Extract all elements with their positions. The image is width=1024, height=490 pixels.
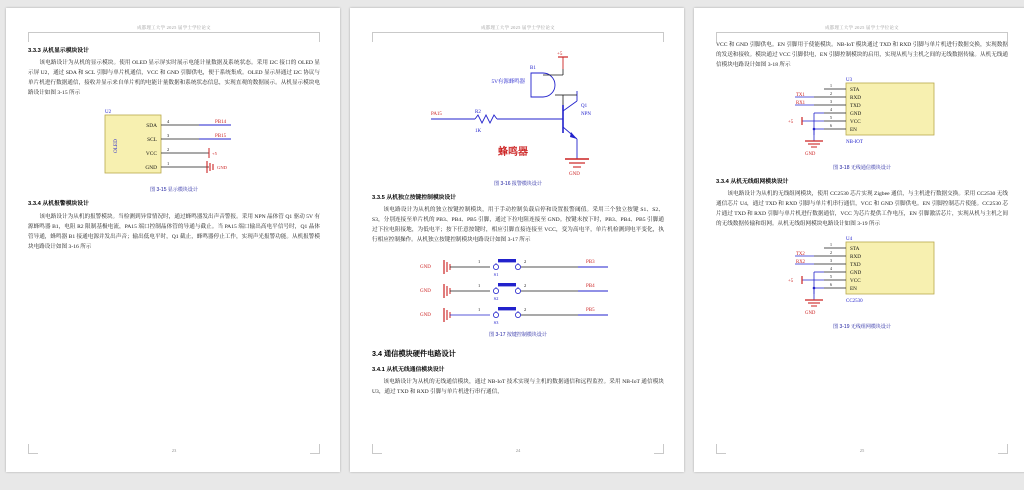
nbiot-ground-label: GND <box>805 151 816 157</box>
nbiot-pin-num-1: 1 <box>830 82 832 88</box>
cc2530-pin-sta: STA <box>850 246 860 253</box>
nbiot-ref-label: U3 <box>846 77 853 83</box>
key-net-pb5: PB5 <box>586 308 595 314</box>
key-row-s3 <box>420 307 608 325</box>
cc2530-net-tx2: TX2 <box>796 252 805 258</box>
key-ref-s3: S3 <box>493 320 499 326</box>
oled-net-pb15: PB15 <box>215 134 227 140</box>
figure-nbiot-schematic <box>716 77 1008 161</box>
oled-pin-num-1: 1 <box>167 161 170 167</box>
cc2530-pin-num-4: 4 <box>830 266 832 272</box>
nbiot-net-rx1: RX1 <box>796 100 806 106</box>
key-cap-2[interactable] <box>498 283 516 286</box>
cc2530-body-label: CC2530 <box>846 299 863 305</box>
key-row-s1 <box>420 259 608 277</box>
key-net-pb4: PB4 <box>586 284 595 290</box>
key-pin-right-1: 2 <box>524 259 527 265</box>
oled-pin-num-2: 2 <box>167 147 170 153</box>
page-23 <box>6 8 340 472</box>
nbiot-pin-num-2: 2 <box>830 90 832 96</box>
oled-body-label: OLED <box>113 139 119 154</box>
cc2530-pin-vcc: VCC <box>850 278 861 285</box>
oled-pin-name-vcc: VCC <box>145 151 157 158</box>
key-pin-right-2: 2 <box>524 283 527 289</box>
oled-pin-name-scl: SCL <box>147 137 157 144</box>
key-gnd-label-3: GND <box>420 313 431 319</box>
key-pin-left-2: 1 <box>478 283 481 289</box>
key-net-pb3: PB3 <box>586 260 595 266</box>
buzzer-supply-label: +5 <box>557 52 563 57</box>
resistor-symbol <box>475 115 497 123</box>
buzzer-ground-label: GND <box>569 172 580 177</box>
nbiot-pin-sta: STA <box>850 86 860 93</box>
cc2530-pin-num-2: 2 <box>830 250 832 256</box>
cc2530-pin-gnd: GND <box>850 270 862 277</box>
cc2530-supply-label: +5 <box>788 279 794 285</box>
keys-schematic-svg <box>418 252 618 328</box>
nbiot-pin-rxd: RXD <box>850 94 861 101</box>
cc2530-pin-en: EN <box>850 286 857 293</box>
figure-buzzer-schematic <box>372 47 664 177</box>
key-pin-left-3: 1 <box>478 307 481 313</box>
oled-net-pb14: PB14 <box>215 120 227 126</box>
heading-3-3-4: 3.3.4 从机报警模块设计 <box>28 201 89 208</box>
paragraph-keys: 该电路设计为从机的独立按键控制模块，用于手动控制负载启停和设置报警阈值。采用三个独立按键 S1、S2、S3，分别连接至单片机的 PB3、PB4、PB5 引脚，通过下拉电阻连接至 GND。按键未按下时，PB3、PB4、PB5 引脚通过下拉电阻接地，为低电平；按下任意按键时，相应引脚直接连接至 VCC，变为高电平，单片机检测到电平变化，执行相应控制操作。从机独立按键控制模块电路设计如图 3-17 所示 <box>372 207 664 244</box>
page-number: 24 <box>515 447 521 453</box>
cc2530-ref-label: U4 <box>846 237 853 243</box>
key-row-s2 <box>420 283 608 301</box>
nbiot-pin-num-3: 3 <box>830 98 832 104</box>
heading-3-3-5: 3.3.5 从机独立按键控制模块设计 <box>372 195 457 202</box>
oled-schematic-svg <box>79 105 269 183</box>
footer-rule <box>372 444 664 454</box>
cc2530-pin-txd: TXD <box>850 262 861 269</box>
transistor-ref-label: Q1 <box>581 104 588 109</box>
oled-pin-num-4: 4 <box>167 119 170 125</box>
oled-pin-name-sda: SDA <box>146 123 157 130</box>
paragraph-nbiot-cont: VCC 和 GND 引脚供电。EN 引脚用于使能模块。NB-IoT 模块通过 TXD 和 RXD 引脚与单片机进行数据交换，实现数据的发送和接收。模块通过 VCC 引脚供电，EN 引脚控制模块的启用，实现从机与主机之间的无线数据传输。从机无线通信模块电路设计如图 3-18 所示 <box>716 42 1008 68</box>
nbiot-pin-txd: TXD <box>850 102 861 109</box>
buzzer-ref-label: B1 <box>530 66 536 71</box>
running-header: 成都理工大学 2025 届学士学位论文 <box>137 25 211 30</box>
caption-figure-3-15: 图 3-15 显示模块设计 <box>150 187 198 194</box>
cc2530-pin-num-3: 3 <box>830 258 832 264</box>
paragraph-alarm: 该电路设计为从机的报警模块。当检测到异常情况时，通过蜂鸣器发出声音警报。采用 NPN 晶体管 Q1 驱动 5V 有源蜂鸣器 B1，电阻 R2 限制基极电流，PA15 端口控制晶体管的导通与截止。当 PA15 端口输出高电平信号时，Q1 晶体管导通，蜂鸣器 B1 接通电源并发出声音；输出低电平时，Q1 截止，蜂鸣器停止工作，实现声光报警功能。从机报警模块电路设计如图 3-16 所示 <box>28 213 320 250</box>
paragraph-wireless-comm: 该电路设计为从机的无线通信模块，通过 NB-IoT 技术实现与主机的数据通信和远程监控。采用 NB-IoT 通信模块 U3，通过 TXD 和 RXD 引脚与单片机进行串行通信， <box>372 379 664 396</box>
caption-figure-3-16: 图 3-16 报警模块设计 <box>494 181 542 187</box>
header-rule <box>28 32 320 41</box>
oled-net-gnd: GND <box>217 165 227 171</box>
oled-pin-num-3: 3 <box>167 133 170 139</box>
oled-net-plus5: +5 <box>212 151 217 157</box>
heading-3-4-1: 3.4.1 从机无线通信模块设计 <box>372 367 445 374</box>
cc2530-schematic-svg <box>762 236 962 320</box>
nbiot-pin-vcc: VCC <box>850 118 861 125</box>
key-cap-3[interactable] <box>498 307 516 310</box>
cc2530-pin-rxd: RXD <box>850 254 861 261</box>
page-24 <box>350 8 684 472</box>
buzzer-title-label: 蜂鸣器 <box>498 147 528 158</box>
cc2530-pin-num-1: 1 <box>830 242 832 248</box>
nbiot-pin-num-6: 6 <box>830 122 832 128</box>
running-header: 成都理工大学 2025 届学士学位论文 <box>481 25 555 30</box>
cc2530-pin-num-6: 6 <box>830 282 832 288</box>
buzzer-schematic-svg <box>413 47 623 177</box>
buzzer-input-net-label: PA15 <box>431 112 442 117</box>
page-25 <box>694 8 1024 472</box>
transistor-type-label: NPN <box>581 112 592 117</box>
running-header: 成都理工大学 2025 届学士学位论文 <box>825 25 899 30</box>
key-pin-right-3: 2 <box>524 307 527 313</box>
nbiot-pin-num-5: 5 <box>830 114 832 120</box>
heading-3-4: 3.4 通信模块硬件电路设计 <box>372 349 456 359</box>
resistor-value-label: 1K <box>475 129 482 134</box>
key-cap-1[interactable] <box>498 259 516 262</box>
buzzer-desc-label: 5V有源蜂鸣器 <box>491 79 525 85</box>
nbiot-pin-en: EN <box>850 126 857 133</box>
key-ref-s1: S1 <box>493 272 499 278</box>
cc2530-ground-label: GND <box>805 311 816 317</box>
cc2530-net-rx2: RX2 <box>796 260 806 266</box>
caption-figure-3-18: 图 3-18 无线通信模块设计 <box>833 164 891 171</box>
cc2530-pin-num-5: 5 <box>830 274 832 280</box>
buzzer-symbol <box>531 73 555 97</box>
caption-figure-3-19: 图 3-19 无线组网模块设计 <box>833 324 891 331</box>
header-rule <box>372 32 664 41</box>
oled-pin-name-gnd: GND <box>145 165 157 172</box>
figure-oled-schematic <box>28 105 320 183</box>
paragraph-oled: 该电路设计为从机的显示模块。使用 OLED 显示屏实时展示电能计量数据及系统状态。采用 I2C 接口的 OLED 显示屏 U2，通过 SDA 和 SCL 引脚与单片机通信，VCC 和 GND 引脚供电，便于系统集成。OLED 显示屏通过 I2C 协议与单片机进行数据通信，接收并显示来自单片机的电能计量数据和系统状态信息，实现直观的数据展示。从机显示模块电路设计如图 3-15 所示 <box>28 60 320 97</box>
heading-3-3-4-net: 3.3.4 从机无线组网模块设计 <box>716 178 789 185</box>
heading-3-3-3: 3.3.3 从机显示模块设计 <box>28 48 89 54</box>
figure-keys-schematic <box>372 252 664 328</box>
nbiot-net-tx1: TX1 <box>796 92 805 98</box>
oled-ref-label: U2 <box>105 110 112 116</box>
key-gnd-label-1: GND <box>420 265 431 271</box>
footer-rule <box>716 444 1008 454</box>
paragraph-cc2530: 该电路设计为从机的无线组网模块，使用 CC2530 芯片实现 Zigbee 通信，与主机进行数据交换。采用 CC2530 无线通信芯片 U4，通过 TXD 和 RXD 引脚与单片机串行通信，VCC 和 GND 引脚供电。EN 引脚控制芯片使能。CC2530 芯片通过 TXD 和 RXD 引脚与单片机进行数据通信，VCC 为芯片提供工作电压，EN 引脚激活芯片，实现从机与主机之间的无线数据传输和组网。从机无线组网模块电路设计如图 3-19 所示 <box>716 191 1008 228</box>
key-pin-left-1: 1 <box>478 259 481 265</box>
resistor-ref-label: R2 <box>475 110 481 115</box>
nbiot-body-label: NB-IOT <box>846 139 863 145</box>
nbiot-supply-label: +5 <box>788 119 794 125</box>
nbiot-pin-num-4: 4 <box>830 106 832 112</box>
key-gnd-label-2: GND <box>420 289 431 295</box>
nbiot-pin-gnd: GND <box>850 110 862 117</box>
caption-figure-3-17: 图 3-17 按键控制模块设计 <box>489 332 547 339</box>
header-rule <box>716 32 1008 41</box>
key-ref-s2: S2 <box>493 296 499 302</box>
figure-cc2530-schematic <box>716 236 1008 320</box>
page-number: 25 <box>859 447 865 453</box>
nbiot-schematic-svg <box>762 77 962 161</box>
page-number: 23 <box>171 447 177 453</box>
footer-rule <box>28 444 320 454</box>
